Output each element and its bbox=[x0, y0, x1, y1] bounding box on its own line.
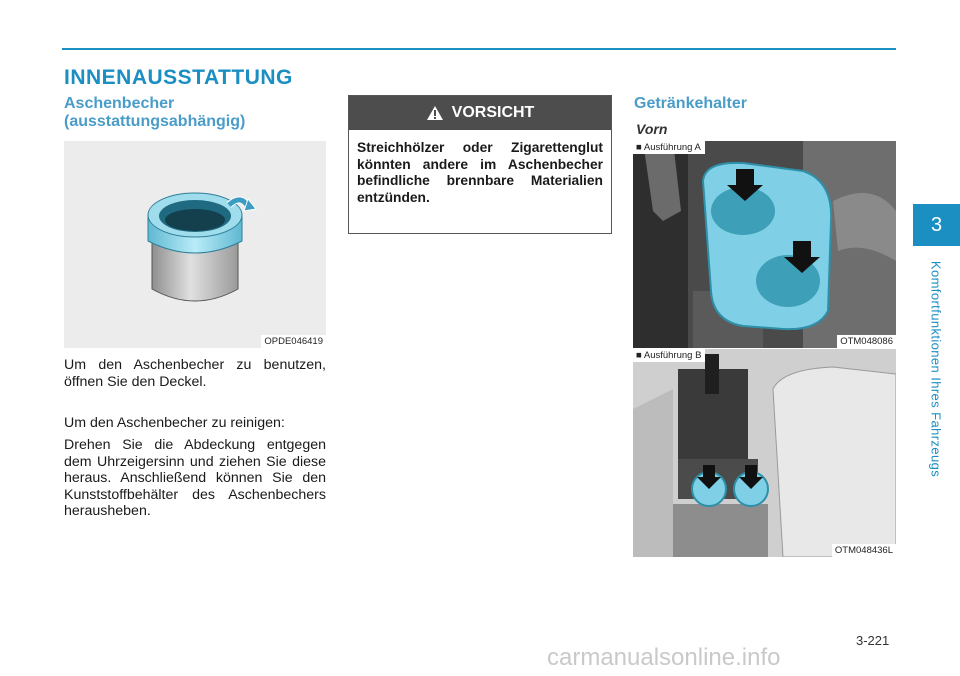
chapter-tab: 3 bbox=[913, 204, 960, 246]
cupholder-b-figure-code: OTM048436L bbox=[832, 544, 896, 557]
cupholder-heading: Getränkehalter bbox=[634, 95, 747, 112]
cupholder-figure-a bbox=[633, 141, 896, 348]
top-rule bbox=[62, 48, 896, 50]
ashtray-figure bbox=[64, 141, 326, 348]
variant-b-label: ■ Ausführung B bbox=[633, 349, 705, 362]
ashtray-heading: Aschenbecher (ausstattungsabhängig) bbox=[64, 95, 246, 130]
cupholder-subheading: Vorn bbox=[636, 121, 668, 137]
caution-title: VORSICHT bbox=[451, 104, 535, 121]
ashtray-cleaning-steps: Drehen Sie die Abdeckung entgegen dem Uhrzeigersinn und ziehen Sie diese heraus. Anschließend können Sie den Kunststoffbehälter des Aschenbechers herausheben. bbox=[64, 437, 326, 520]
caution-box bbox=[348, 95, 612, 234]
ashtray-figure-code: OPDE046419 bbox=[261, 335, 326, 348]
ashtray-cleaning-intro: Um den Aschenbecher zu reinigen: bbox=[64, 415, 285, 431]
variant-a-label: ■ Ausführung A bbox=[633, 141, 705, 154]
ashtray-illustration bbox=[64, 141, 326, 348]
watermark: carmanualsonline.info bbox=[547, 644, 781, 671]
cupholder-figure-b bbox=[633, 349, 896, 557]
caution-text: Streichhölzer oder Zigarettenglut könnten andere im Aschenbecher befindliche brennbare Materialien entzünden. bbox=[357, 140, 603, 205]
caution-header bbox=[349, 96, 611, 130]
cupholder-a-illustration bbox=[633, 141, 896, 348]
section-title: INNENAUSSTATTUNG bbox=[64, 66, 293, 89]
ashtray-usage-text: Um den Aschenbecher zu benutzen, öffnen Sie den Deckel. bbox=[64, 357, 326, 390]
warning-triangle-icon bbox=[426, 105, 444, 121]
cupholder-a-figure-code: OTM048086 bbox=[837, 335, 896, 348]
page-number: 3-221 bbox=[856, 633, 890, 648]
cupholder-b-illustration bbox=[633, 349, 896, 557]
chapter-side-label: Komfortfunktionen Ihres Fahrzeugs bbox=[928, 260, 944, 478]
